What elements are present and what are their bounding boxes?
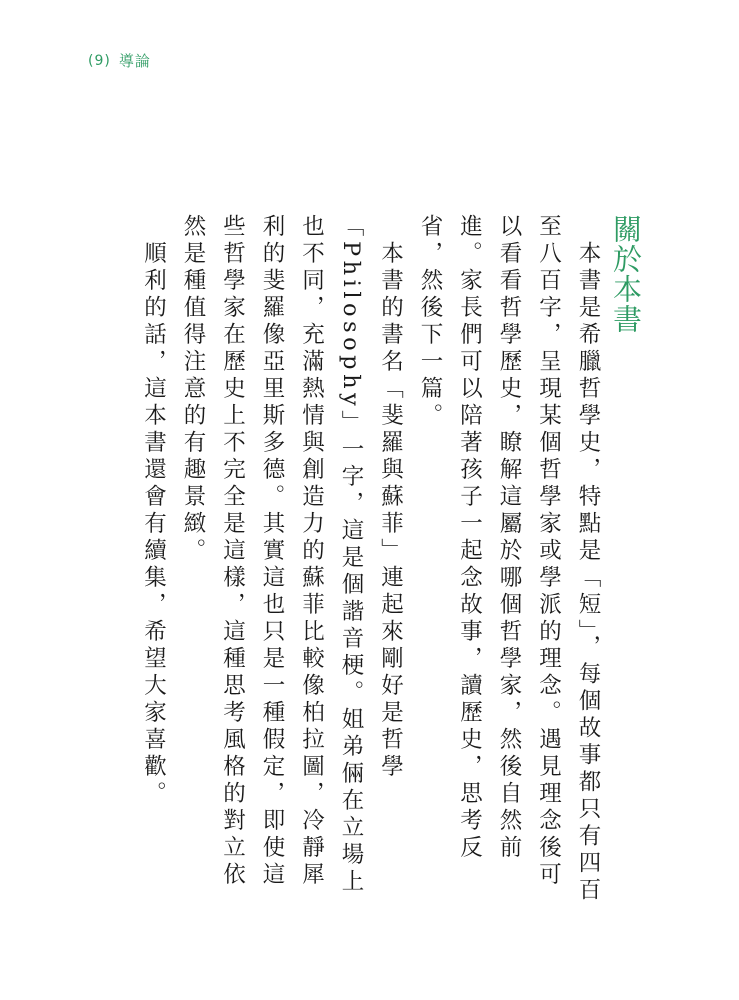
page-number: (9) <box>88 52 111 69</box>
section-title: 關於本書 <box>609 214 643 334</box>
paragraph-3: 順利的話，這本書還會有續集，希望大家喜歡。 <box>140 241 167 808</box>
paragraph-1: 本書是希臘哲學史，特點是「短」，每個故事都只有四百至八百字，呈現某個哲學家或學派的理念。遇見理念後可以看看哲學歷史，瞭解這屬於哪個哲學家，然後自然前進。家長們可以陪著孩子一起念故事，讀歷史，思考反省，然後下一篇。 <box>417 214 601 905</box>
vertical-text-block <box>140 214 645 914</box>
running-header <box>88 50 151 71</box>
paragraph-2: 本書的書名「斐羅與蘇菲」連起來剛好是哲學「Philosophy」一字，這是個諧音梗。姐弟倆在立場上也不同，充滿熱情與創造力的蘇菲比較像柏拉圖，冷靜犀利的斐羅像亞里斯多德。其實這也只是一種假定，即使這些哲學家在歷史上不完全是這樣，這種思考風格的對立依然是種值得注意的有趣景緻。 <box>180 214 404 897</box>
header-section-name: 導論 <box>118 52 151 70</box>
